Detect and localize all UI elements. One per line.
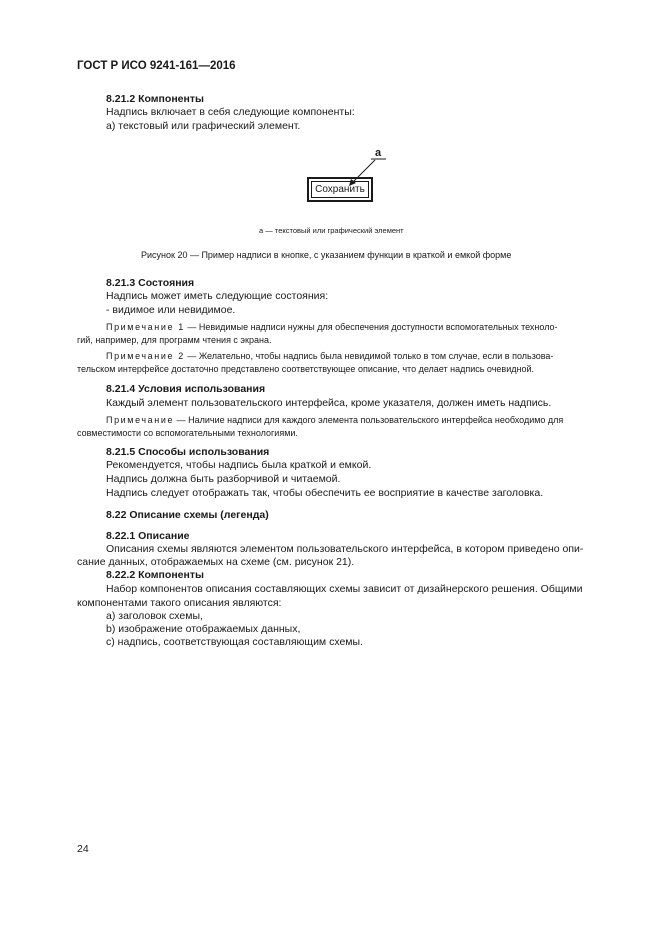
figure-legend: a — текстовый или графический элемент [259, 226, 404, 235]
note [106, 415, 563, 425]
note-text: — Невидимые надписи нужны для обеспечения доступности вспомогательных техноло- [187, 322, 558, 332]
note-continuation: тельском интерфейсе достаточно представлено соответствующее описание, что делает надпись очевидной. [77, 364, 534, 374]
paragraph: Описания схемы являются элементом пользовательского интерфейса, в котором приведено опи- [106, 543, 584, 555]
list-item: a) заголовок схемы, [106, 610, 203, 622]
figure-caption: Рисунок 20 — Пример надписи в кнопке, с указанием функции в краткой и емкой форме [141, 250, 512, 260]
note-continuation: гий, например, для программ чтения с экрана. [77, 335, 272, 345]
paragraph: Надпись должна быть разборчивой и читаемой. [106, 473, 341, 485]
example-save-button-label: Сохранить [311, 181, 369, 198]
paragraph: Каждый элемент пользовательского интерфейса, кроме указателя, должен иметь надпись. [106, 397, 552, 409]
section-heading-8-21-5: 8.21.5 Способы использования [106, 446, 270, 458]
note-label: Примечание 1 [106, 322, 185, 332]
note-1 [106, 322, 558, 332]
note-continuation: совместимости со вспомогательными технологиями. [77, 428, 298, 438]
section-heading-8-22-2: 8.22.2 Компоненты [106, 569, 204, 581]
section-heading-8-21-4: 8.21.4 Условия использования [106, 383, 266, 395]
section-heading-8-22: 8.22 Описание схемы (легенда) [106, 509, 269, 521]
paragraph: Надпись следует отображать так, чтобы обеспечить ее восприятие в качестве заголовка. [106, 487, 544, 499]
note-label: Примечание [106, 415, 175, 425]
paragraph: Надпись может иметь следующие состояния: [106, 290, 329, 302]
list-item: b) изображение отображаемых данных, [106, 623, 301, 635]
note-label: Примечание 2 [106, 351, 185, 361]
figure-callout-label: a [375, 147, 382, 159]
note-text: — Наличие надписи для каждого элемента пользовательского интерфейса необходимо для [176, 415, 564, 425]
paragraph-continuation: сание данных, отображаемых на схеме (см. рисунок 21). [77, 556, 355, 568]
list-item: a) текстовый или графический элемент. [106, 120, 301, 132]
list-item: c) надпись, соответствующая составляющим схемы. [106, 636, 363, 648]
section-heading-8-22-1: 8.22.1 Описание [106, 530, 190, 542]
note-2 [106, 351, 553, 361]
document-header: ГОСТ Р ИСО 9241-161—2016 [77, 60, 236, 72]
page-number: 24 [77, 843, 89, 855]
section-heading-8-21-3: 8.21.3 Состояния [106, 277, 195, 289]
paragraph: Надпись включает в себя следующие компоненты: [106, 106, 355, 118]
paragraph-continuation: компонентами такого описания являются: [77, 597, 282, 609]
paragraph: Рекомендуется, чтобы надпись была краткой и емкой. [106, 459, 372, 471]
section-heading-8-21-2: 8.21.2 Компоненты [106, 93, 204, 105]
paragraph: Набор компонентов описания составляющих схемы зависит от дизайнерского решения. Общими [106, 583, 583, 595]
list-item: - видимое или невидимое. [106, 304, 236, 316]
note-text: — Желательно, чтобы надпись была невидимой только в том случае, если в пользова- [187, 351, 554, 361]
